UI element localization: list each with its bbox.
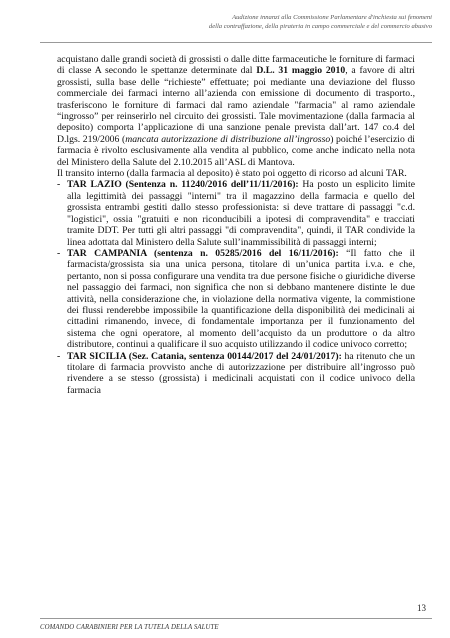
- page-number: 13: [417, 603, 426, 613]
- list-item-tar-campania: [57, 248, 415, 351]
- list-item-text: “Il fatto che il farmacista/grossista sia una unica persona, titolare di un’unica partita i.v.a. e che, pertanto, non si possa configurare una vendita tra due persone fisiche o giuridiche diverse nel passaggio dei farmaci, non significa che non si debbano mantenere distinte le due attività, nella considerazione che, in violazione della normativa vigente, la commistione dei flussi renderebbe impossibile la quantificazione della disponibilità dei medicinali ai cittadini rimanendo, invece, di fondamentale importanza per il funzionamento del sistema che ogni operatore, al momento dell’acquisto da un produttore o da altro distributore, continui a qualificare il suo acquisto utilizzando il codice univoco corretto;: [67, 247, 416, 351]
- list-item-tar-sicilia: [57, 351, 415, 397]
- list-bullet: -: [57, 179, 61, 191]
- footer-divider: [40, 618, 432, 619]
- header-divider: [40, 42, 432, 43]
- footer-organization: COMANDO CARABINIERI PER LA TUTELA DELLA SALUTE: [40, 624, 219, 631]
- list-item-text: Ha posto un esplicito limite alla legittimità dei passaggi "interni" tra il magazzino della farmacia e quello del grossista entrambi gestiti dallo stesso professionista: si deve trattare di passaggi "c.d. "logistici", ossia "gratuiti e non riconducibili a ipotesi di compravendita" e tracciati tramite DDT. Per tutti gli altri passaggi "di compravendita", quindi, il TAR condivide la linea adottata dal Ministero della Salute sull’inammissibilità di passaggi interni;: [67, 179, 415, 248]
- list-bullet: -: [57, 247, 61, 259]
- header-line-1: Audizione innanzi alla Commissione Parlamentare d'inchiesta sui fenomeni: [232, 14, 432, 21]
- paragraph-1-text-c: ) poiché l’esercizio di farmacia è rivolto esclusivamente alla vendita al pubblico, come anche indicato nella nota del Ministero della Salute del 2.10.2015 all’ASL di Mantova.: [57, 133, 415, 168]
- paragraph-2: Il transito interno (dalla farmacia al deposito) è stato poi oggetto di ricorso ad alcuni TAR.: [57, 168, 407, 180]
- page-header: [32, 13, 432, 31]
- paragraph-1: [57, 54, 415, 168]
- document-body: [57, 54, 415, 396]
- paragraph-1-text-b: , a favore di altri grossisti, sulla base delle “richieste” effettuate; poi mediante una deviazione del flusso commerciale dei farmaci interno all’azienda con emissione di documento di trasporto., trasferiscono le forniture di farmaci dal ramo aziendale "farmacia" al ramo aziendale “ingrosso” per reinserirlo nel circuito dei grossisti. Tale movimentazione (dalla farmacia al deposito) comporta l’applicazione di una sanzione penale prevista dall’art. 147 co.4 del D.lgs. 219/2006 (: [57, 65, 415, 145]
- list-item-heading: TAR LAZIO (Sentenza n. 11240/2016 dell’11/11/2016):: [67, 179, 299, 191]
- paragraph-1-bold-decree: D.L. 31 maggio 2010: [256, 65, 346, 77]
- list-item-heading: TAR SICILIA (Sez. Catania, sentenza 00144/2017 del 24/01/2017):: [67, 350, 342, 362]
- list-item-text: ha ritenuto che un titolare di farmacia provvisto anche di autorizzazione per distribuire all’ingrosso può rivendere a se stesso (grossista) i medicinali acquistati con il codice univoco della farmacia: [67, 350, 415, 396]
- paragraph-1-text-a: acquistano dalle grandi società di grossisti o dalle ditte farmaceutiche le forniture di farmaci di classe A secondo le spettanze determinate dal: [57, 54, 415, 77]
- list-bullet: -: [57, 350, 61, 362]
- header-line-2: della contraffazione, della pirateria in campo commerciale e del commercio abusivo: [208, 23, 432, 30]
- list-item-tar-lazio: [57, 179, 415, 247]
- paragraph-1-italic: mancata autorizzazione di distribuzione all’ingrosso: [125, 133, 331, 145]
- list-item-heading: TAR CAMPANIA (sentenza n. 05285/2016 del 16/11/2016):: [67, 247, 339, 259]
